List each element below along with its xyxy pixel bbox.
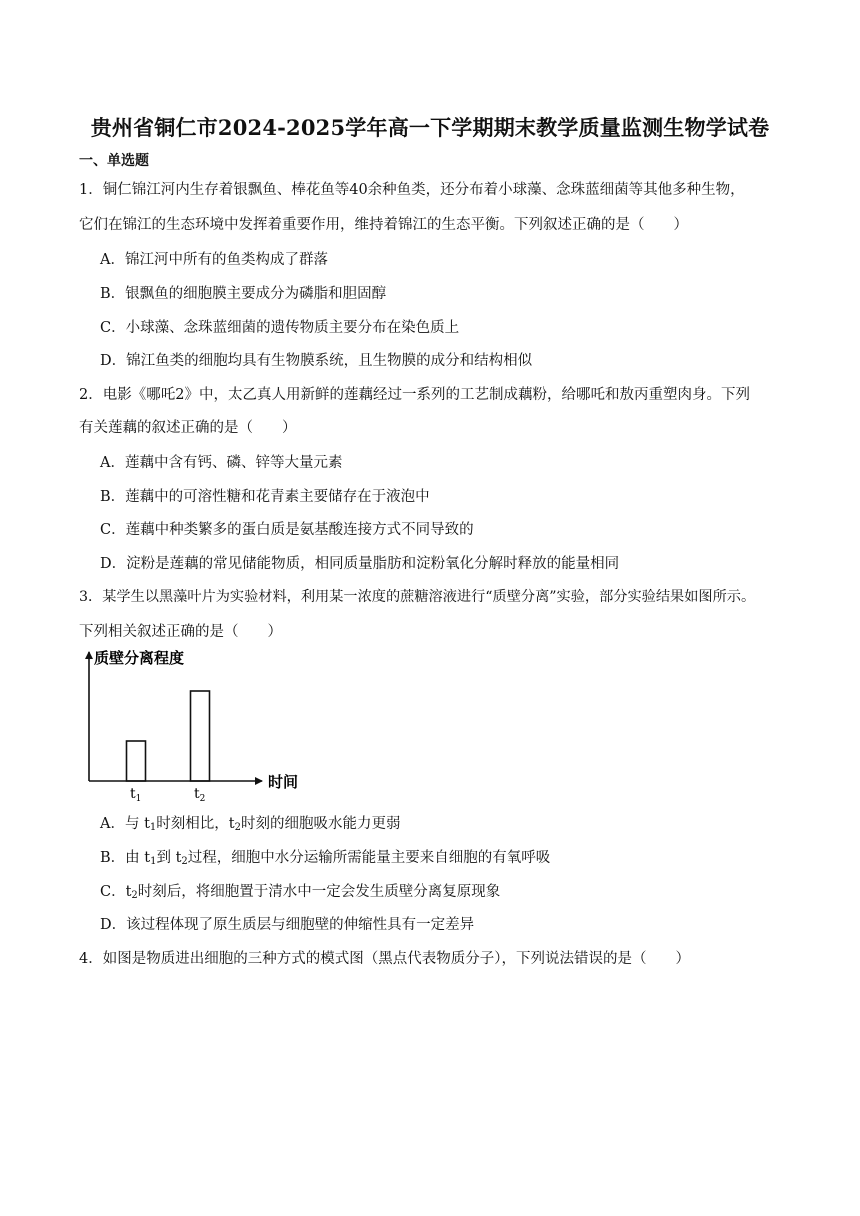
q3-option-a: A．与 $t_1$时刻相比，$t_2$时刻的细胞吸水能力更弱: [100, 816, 401, 833]
y-axis-label: 质壁分离程度: [94, 649, 185, 667]
x-axis-label: 时间: [268, 773, 299, 791]
bar-1: [127, 741, 146, 781]
q4-stem-line1: 4．如图是物质进出细胞的三种方式的模式图（黑点代表物质分子），下列说法错误的是（ ）: [79, 951, 690, 967]
q2-stem-line1: 2．电影《哪吒2》中，太乙真人用新鲜的莲藕经过一系列的工艺制成藕粉，给哪吒和敖丙重塑肉身。下列: [79, 387, 750, 403]
q2-option-b: B．莲藕中的可溶性糖和花青素主要储存在于液泡中: [100, 489, 430, 505]
q1-option-a: A．锦江河中所有的鱼类构成了群落: [100, 252, 328, 268]
q1-option-c: C．小球藻、念珠蓝细菌的遗传物质主要分布在染色质上: [100, 320, 460, 336]
plasmolysis-bar-chart: [72, 644, 312, 804]
q2-option-a: A．莲藕中含有钙、磷、锌等大量元素: [100, 455, 343, 471]
q3-stem-line1: 3．某学生以黑藻叶片为实验材料，利用某一浓度的蔗糖溶液进行“质壁分离”实验，部分实验结果如图所示。: [79, 589, 756, 605]
q3-option-b: B．由 $t_1$到 $t_2$过程，细胞中水分运输所需能量主要来自细胞的有氧呼吸: [100, 850, 551, 867]
q2-stem-line2: 有关莲藕的叙述正确的是（ ）: [79, 420, 297, 436]
section-heading: 一、单选题: [79, 153, 149, 169]
x-tick-label-2: $t_2$: [194, 786, 206, 804]
q1-option-d: D．锦江鱼类的细胞均具有生物膜系统，且生物膜的成分和结构相似: [100, 353, 533, 369]
q1-stem-line2: 它们在锦江的生态环境中发挥着重要作用，维持着锦江的生态平衡。下列叙述正确的是（ ）: [79, 217, 688, 233]
q2-option-c: C．莲藕中种类繁多的蛋白质是氨基酸连接方式不同导致的: [100, 522, 474, 538]
q1-option-b: B．银飘鱼的细胞膜主要成分为磷脂和胆固醇: [100, 286, 387, 302]
q3-option-c: C．$t_2$时刻后，将细胞置于清水中一定会发生质壁分离复原现象: [100, 884, 501, 901]
page-title: 贵州省铜仁市2024-2025学年高一下学期期末教学质量监测生物学试卷: [90, 115, 770, 140]
bar-2: [191, 691, 210, 781]
q2-option-d: D．淀粉是莲藕的常见储能物质，相同质量脂肪和淀粉氧化分解时释放的能量相同: [100, 556, 620, 572]
q1-stem-line1: 1．铜仁锦江河内生存着银飘鱼、棒花鱼等40余种鱼类，还分布着小球藻、念珠蓝细菌等其他多种生物，: [79, 182, 745, 198]
x-tick-label-1: $t_1$: [130, 786, 142, 804]
q3-option-d: D．该过程体现了原生质层与细胞壁的伸缩性具有一定差异: [100, 917, 475, 933]
q3-stem-line2: 下列相关叙述正确的是（ ）: [79, 624, 282, 640]
